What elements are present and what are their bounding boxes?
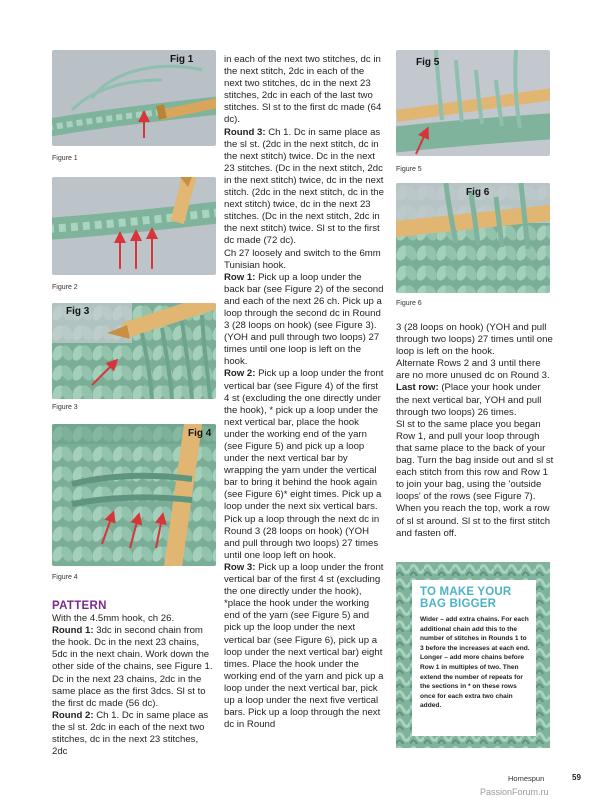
- round-2-continuation: in each of the next two stitches, dc in the next stitch, 2dc in each of the next two stitches, dc in the next 23 stitches, 2dc in each of the last two stitches. Sl st to the first dc made (64 dc).: [224, 54, 382, 126]
- sidebar-title-line-1: TO MAKE YOUR: [420, 586, 512, 598]
- sidebar-longer-paragraph: [420, 653, 532, 711]
- figure-6-photo: [396, 183, 550, 293]
- sidebar-title-line-2: BAG BIGGER: [420, 598, 497, 610]
- pattern-heading: PATTERN: [52, 600, 107, 612]
- last-row-label: Last row:: [396, 382, 439, 394]
- pattern-left-column: [52, 600, 216, 758]
- figure-4-tag: Fig 4: [188, 428, 212, 439]
- alternate-rows-paragraph: Alternate Rows 2 and 3 until there are no more unused dc on Round 3.: [396, 358, 550, 382]
- row-3-text: Pick up a loop under the front vertical bar of the first 4 st (excluding the one directly under the hook), *place the hook under the working end of the yarn (see Figure 5) and pick up the loop under the next vertical bar (see Figure 6), pick up a loop under the next vertical bar) eight times. Place the hook under the working end of the yarn and pick up a loop under the next vertical bar, pick up a loop under the next five vertical bars. Pick up a loop through the next dc in Round: [224, 561, 384, 731]
- chain-27-paragraph: Ch 27 loosely and switch to the 6mm Tunisian hook.: [224, 247, 381, 271]
- sidebar-box: [412, 580, 536, 736]
- round-1-text: 3dc in second chain from the hook. Dc in the next 23 chains, 5dc in the next chain. Work down the other side of the chains, see Figure 1. Dc in the next 23 chains, 2dc in the same place as the first 3dcs. Sl st to the first dc made (56 dc).: [52, 625, 213, 709]
- round-2-paragraph: [52, 710, 216, 758]
- finishing-paragraph: When you reach the top, work a row of sl st around. Sl st to the first stitch and fasten off.: [396, 503, 551, 539]
- row-1-paragraph: [224, 272, 384, 369]
- row-1-text: Pick up a loop under the back bar (see Figure 2) of the second and each of the next 26 ch. Pick up a loop through the second dc in Round 3 (28 loops on hook) (see Figure 3). (YOH and pull through two loops) 27 times until one loop is left on the hook.: [224, 271, 384, 368]
- pattern-right-column: [396, 322, 554, 540]
- round-2-label: Round 2:: [52, 709, 94, 721]
- footer-page-number: 59: [572, 773, 581, 782]
- sidebar-title: [420, 586, 536, 610]
- figure-3-photo: [52, 303, 216, 399]
- last-row-paragraph: [396, 382, 554, 418]
- sidebar-wider-paragraph: [420, 615, 532, 653]
- sidebar-wider-label: Wider: [420, 616, 439, 623]
- sidebar-wider-text: – add extra chains. For each additional chain add this to the number of stitches in Rounds 1 to 3 before the increases at each end.: [420, 616, 530, 652]
- row-2-label: Row 2:: [224, 368, 256, 380]
- figure-3-caption: Figure 3: [52, 404, 78, 411]
- round-3-text: Ch 1. Dc in same place as the sl st. (2dc in the next stitch, dc in the next stitch) twice. Dc in the next 23 stitches. (Dc in the next stitch, 2dc in the next stitch) twice, dc in the next stitch. (2dc in the next stitch, dc in the next stitch) twice, dc in the next 23 stitches. (Dc in the next stitch, 2dc in the next stitch) twice. Sl st to the first dc made (72 dc).: [224, 126, 384, 247]
- row-3-paragraph: [224, 562, 384, 731]
- figure-1-caption: Figure 1: [52, 155, 78, 162]
- watermark: PassionForum.ru: [480, 787, 549, 797]
- round-1-paragraph: [52, 625, 216, 710]
- slip-stitch-paragraph: Sl st to the same place you began Row 1, and pull your loop through that same place to the back of your bag. Turn the bag inside out and sl st each stitch from this row and Row 1 to join your bag, using the 'outside loops' of the rows (see Figure 7).: [396, 418, 554, 503]
- figure-4-caption: Figure 4: [52, 574, 78, 581]
- figure-3-tag: Fig 3: [66, 306, 90, 317]
- row-2-paragraph: [224, 368, 384, 562]
- last-row-text: (Place your hook under the next vertical bar, YOH and pull through two loops) 26 times.: [396, 382, 542, 418]
- round-1-label: Round 1:: [52, 625, 94, 637]
- pattern-intro: With the 4.5mm hook, ch 26.: [52, 613, 175, 625]
- row-3-continuation: 3 (28 loops on hook) (YOH and pull through two loops) 27 times until one loop is left on the hook.: [396, 322, 553, 358]
- row-1-label: Row 1:: [224, 271, 256, 283]
- figure-2-caption: Figure 2: [52, 284, 78, 291]
- footer-magazine-name: Homespun: [508, 774, 545, 783]
- row-3-label: Row 3:: [224, 561, 256, 573]
- round-3-label: Round 3:: [224, 126, 266, 138]
- pattern-middle-column: [224, 54, 384, 731]
- figure-6-caption: Figure 6: [396, 300, 422, 307]
- figure-6-tag: Fig 6: [466, 187, 490, 198]
- figure-1-tag: Fig 1: [170, 54, 194, 65]
- round-3-paragraph: [224, 127, 384, 248]
- figure-4-photo: [52, 424, 216, 566]
- figure-5-tag: Fig 5: [416, 57, 440, 68]
- sidebar-longer-text: – add more chains before Row 1 in multiples of two. Then extend the number of repeats for the sections in * on these rows once for each extra two chain added.: [420, 654, 525, 710]
- figure-5-caption: Figure 5: [396, 166, 422, 173]
- round-2-text: Ch 1. Dc in same place as the sl st. 2dc in each of the next two stitches, dc in the next 23 stitches, 2dc: [52, 709, 209, 758]
- sidebar-longer-label: Longer: [420, 654, 443, 662]
- figure-2-photo: [52, 177, 216, 275]
- row-2-text: Pick up a loop under the front vertical bar (see Figure 4) of the first 4 st (excluding the one directly under the hook), * pick up a loop under the next vertical bar, place the hook under the working end of the yarn (see Figure 5) and pick up a loop under the next vertical bar by wrapping the yarn under the vertical bar to bring it behind the hook again (see Figure 6)* eight times. Pick up a loop under the next six vertical bars. Pick up a loop through the next dc in Round 3 (28 loops on hook) (YOH and pull through two loops) 27 times until one loop left on hook.: [224, 368, 384, 561]
